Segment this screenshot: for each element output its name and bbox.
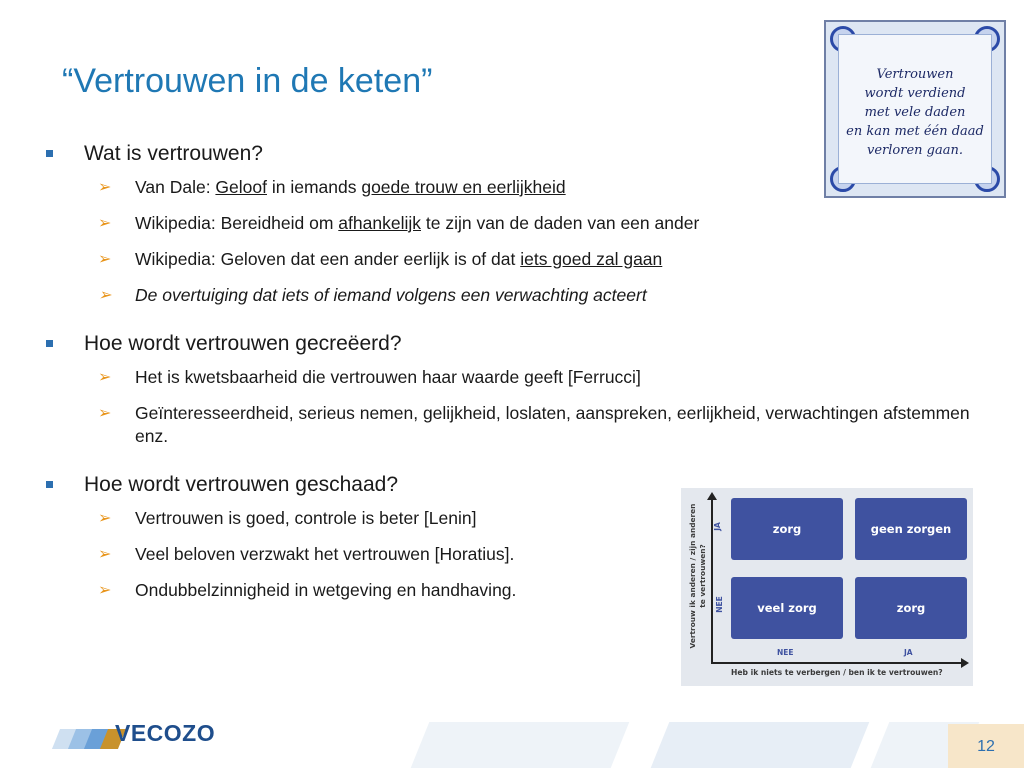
quadrant-cell-bottom-left: veel zorg xyxy=(731,577,843,639)
bullet-heading xyxy=(40,330,980,358)
sub-bullet-item xyxy=(40,402,980,448)
arrow-bullet-icon: ➢ xyxy=(98,369,112,386)
slide-title: “Vertrouwen in de keten” xyxy=(62,62,433,100)
arrow-bullet-icon: ➢ xyxy=(98,582,112,599)
square-bullet-icon xyxy=(46,481,53,488)
arrow-bullet-icon: ➢ xyxy=(98,215,112,232)
arrow-bullet-icon: ➢ xyxy=(98,405,112,422)
tile-quote-line: en kan met één daad xyxy=(846,124,984,139)
arrow-bullet-icon: ➢ xyxy=(98,287,112,304)
arrow-bullet-icon: ➢ xyxy=(98,251,112,268)
bullet-heading xyxy=(40,140,980,168)
underlined-term: Geloof xyxy=(215,177,267,197)
footer-decoration xyxy=(651,722,870,768)
tile-quote-line: met vele daden xyxy=(864,105,966,120)
sub-bullet-item xyxy=(40,176,980,199)
quadrant-cell-top-right: geen zorgen xyxy=(855,498,967,560)
sub-bullet-text: Het is kwetsbaarheid die vertrouwen haar waarde geeft [Ferrucci] xyxy=(135,367,641,387)
underlined-term: afhankelijk xyxy=(338,213,421,233)
quadrant-cell-bottom-right: zorg xyxy=(855,577,967,639)
slide-footer xyxy=(0,708,1024,768)
arrow-bullet-icon: ➢ xyxy=(98,546,112,563)
tile-quote-line: verloren gaan. xyxy=(867,143,963,158)
sub-bullet-item xyxy=(40,366,980,389)
bullet-section xyxy=(40,140,980,307)
bullet-section xyxy=(40,330,980,448)
sub-bullet-item xyxy=(40,248,980,271)
arrow-bullet-icon: ➢ xyxy=(98,510,112,527)
sub-bullet-text: Van Dale: xyxy=(135,177,216,197)
quadrant-y-axis-text: Vertrouw ik anderen / zijn anderen te vertrouwen? xyxy=(688,503,707,649)
bullet-heading-text: Hoe wordt vertrouwen geschaad? xyxy=(84,473,399,496)
tile-quote-line: wordt verdiend xyxy=(864,86,966,101)
y-tick-nee: NEE xyxy=(714,596,724,613)
footer-decoration xyxy=(411,722,630,768)
x-tick-nee: NEE xyxy=(777,648,794,657)
quadrant-y-axis-label xyxy=(684,494,712,659)
sub-bullet-text: De overtuiging dat iets of iemand volgens een verwachting acteert xyxy=(135,285,647,305)
tile-quote-line: Vertrouwen xyxy=(876,67,954,82)
sub-bullet-text: in iemands xyxy=(266,177,362,197)
trust-quadrant-diagram xyxy=(681,488,973,686)
y-tick-ja: JA xyxy=(712,522,722,531)
underlined-term: iets goed zal gaan xyxy=(520,249,663,269)
x-axis-arrow-icon xyxy=(961,658,969,668)
arrow-bullet-icon: ➢ xyxy=(98,179,112,196)
vecozo-logo-text: VECOZO xyxy=(115,720,216,746)
sub-bullet-item xyxy=(40,284,980,307)
sub-bullet-text: te zijn van de daden van een ander xyxy=(421,213,700,233)
sub-bullet-text: Ondubbelzinnigheid in wetgeving en handhaving. xyxy=(135,580,517,600)
square-bullet-icon xyxy=(46,340,53,347)
bullet-heading-text: Wat is vertrouwen? xyxy=(84,142,263,165)
bullet-heading-text: Hoe wordt vertrouwen gecreëerd? xyxy=(84,332,402,355)
sub-bullet-item xyxy=(40,212,980,235)
page-number: 12 xyxy=(977,738,995,755)
underlined-term: goede trouw en eerlijkheid xyxy=(361,177,566,197)
sub-bullet-text: Veel beloven verzwakt het vertrouwen [Horatius]. xyxy=(135,544,515,564)
quadrant-cell-top-left: zorg xyxy=(731,498,843,560)
quadrant-x-axis xyxy=(711,662,965,664)
x-tick-ja: JA xyxy=(904,648,913,657)
sub-bullet-text: Wikipedia: Bereidheid om xyxy=(135,213,339,233)
page-number-box xyxy=(948,724,1024,768)
sub-bullet-text: Geïnteresseerdheid, serieus nemen, gelijkheid, loslaten, aanspreken, eerlijkheid, verwachtingen afstemmen enz. xyxy=(135,403,970,446)
quadrant-x-axis-label: Heb ik niets te verbergen / ben ik te vertrouwen? xyxy=(731,668,943,677)
square-bullet-icon xyxy=(46,150,53,157)
sub-bullet-text: Wikipedia: Geloven dat een ander eerlijk is of dat xyxy=(135,249,521,269)
sub-bullet-text: Vertrouwen is goed, controle is beter [Lenin] xyxy=(135,508,477,528)
